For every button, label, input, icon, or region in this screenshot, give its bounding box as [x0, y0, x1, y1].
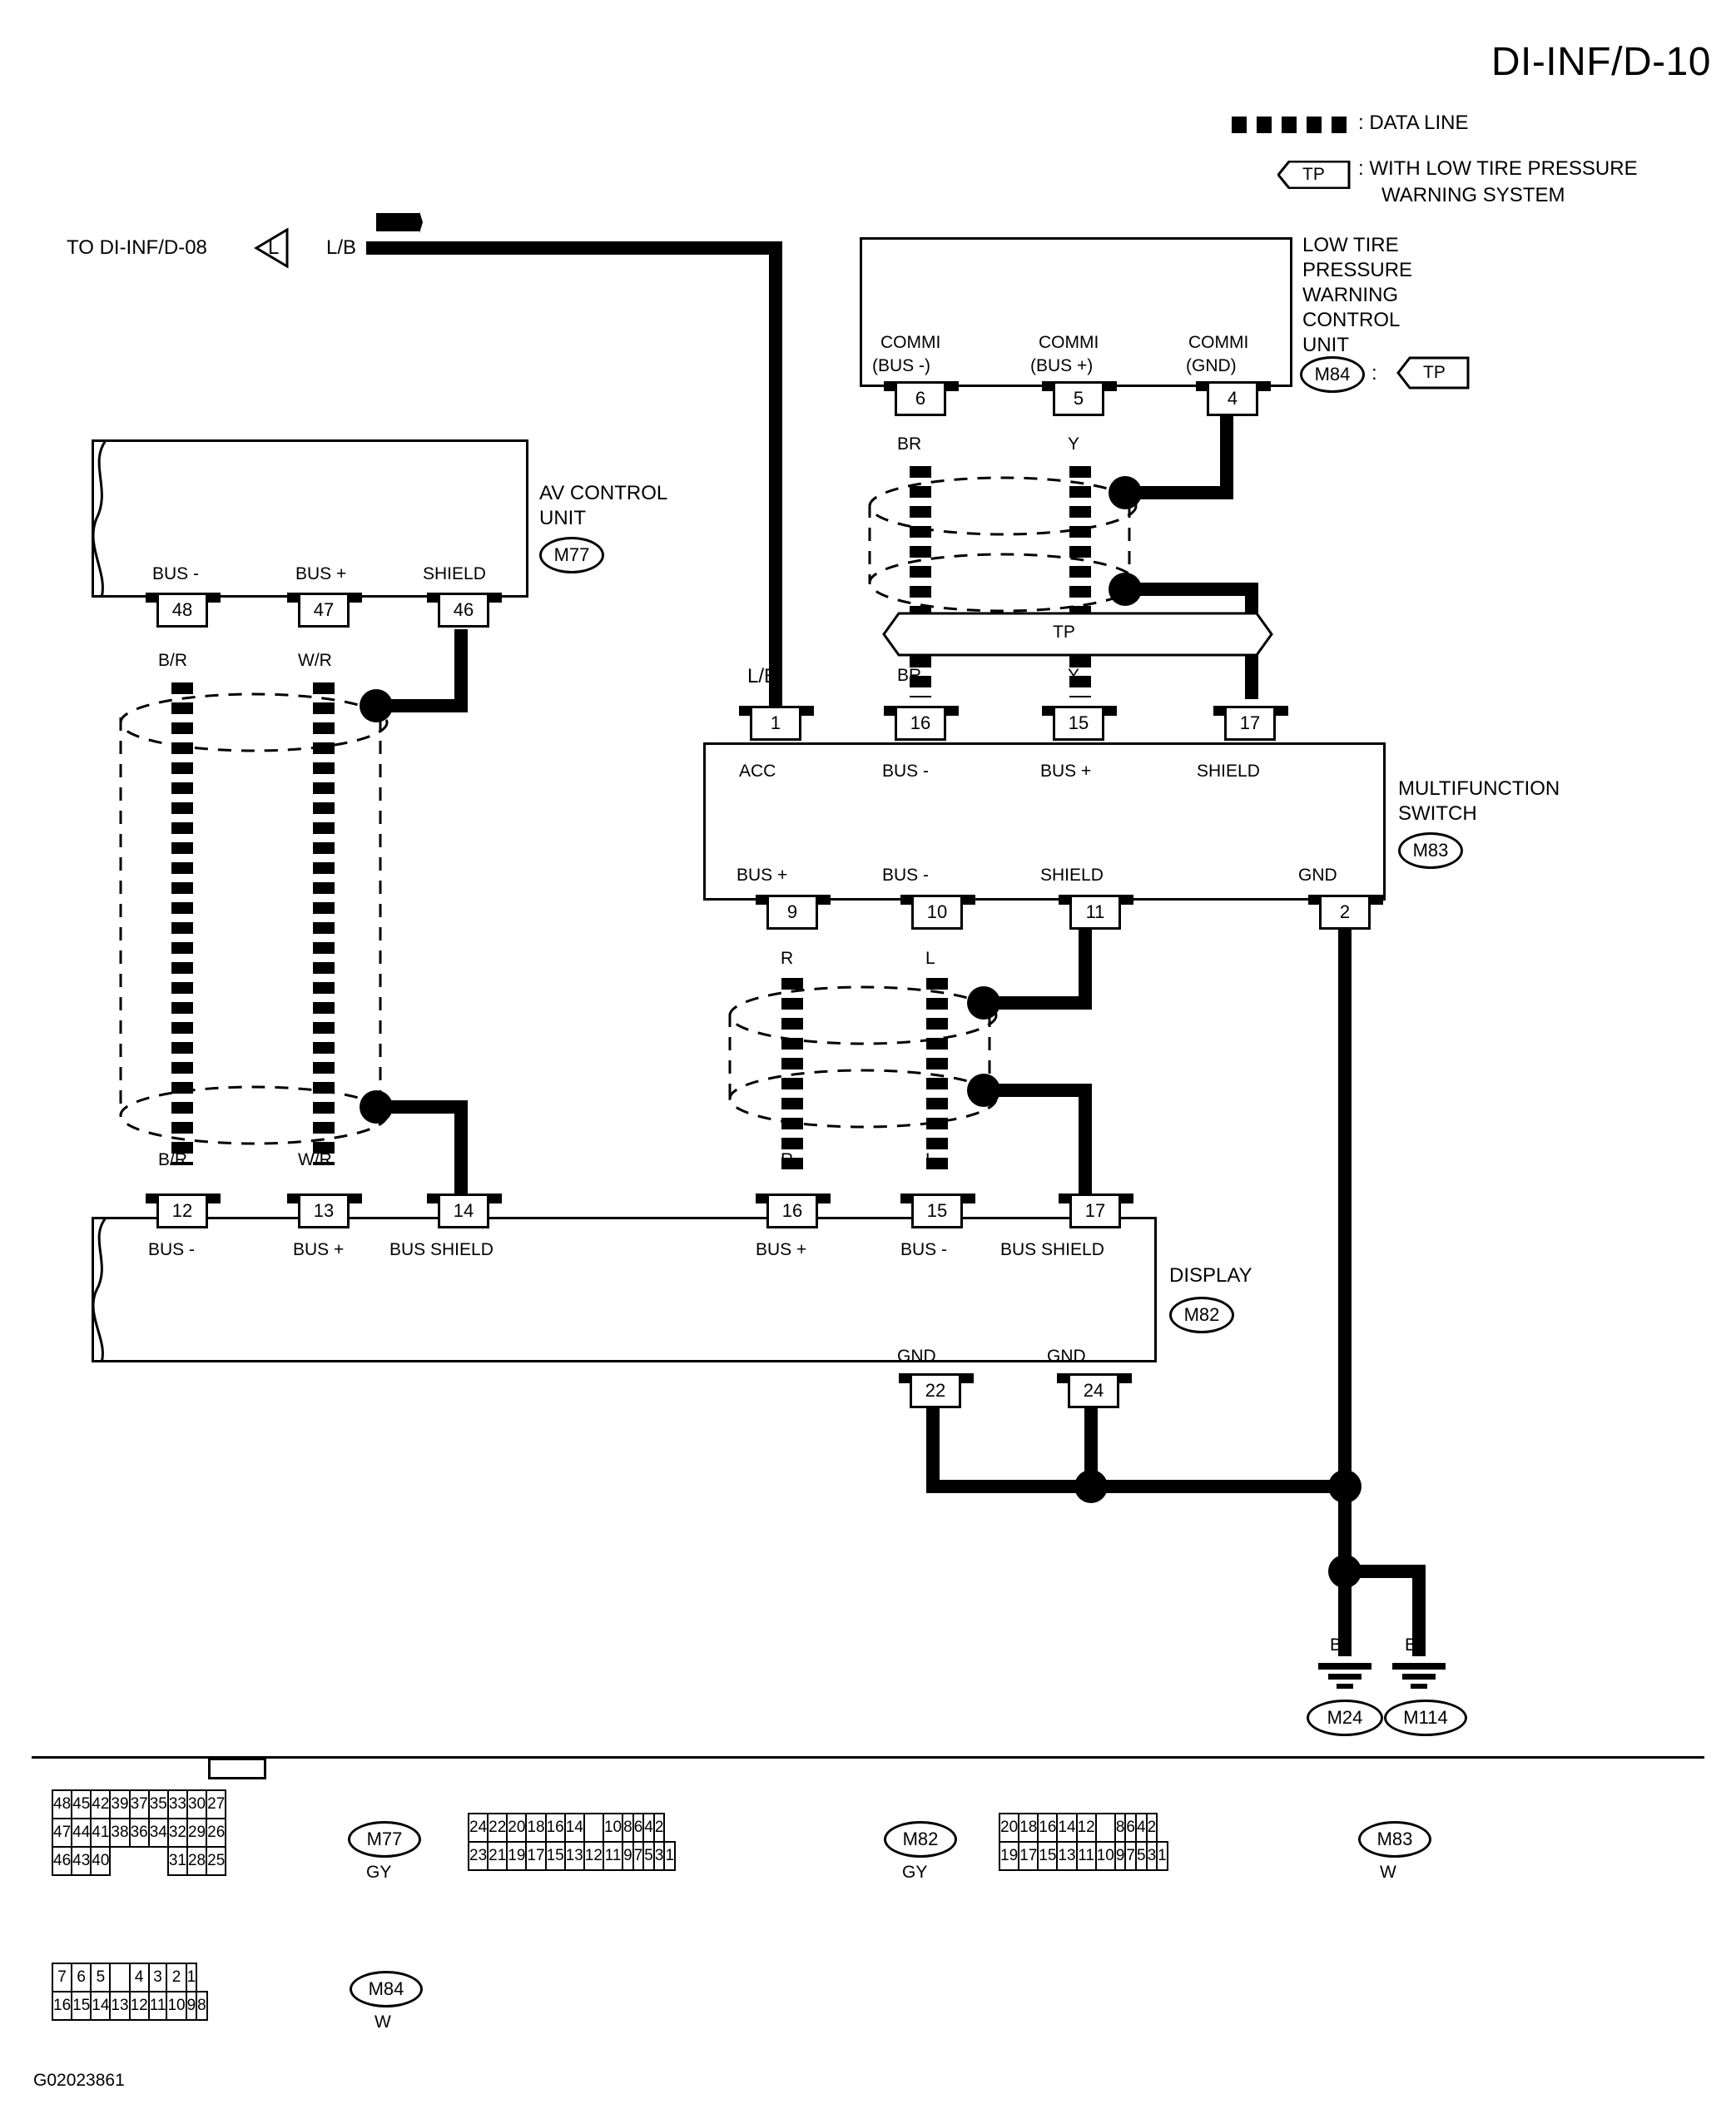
tp-shield-band: [882, 612, 1273, 661]
table-row: [52, 1847, 226, 1875]
cv-cell-keyway: [584, 1814, 603, 1842]
connector-view-id-m84: M84: [350, 1971, 423, 2007]
mf-top-label-acc: ACC: [739, 762, 776, 781]
connector-view-id-m83: M83: [1358, 1821, 1431, 1858]
wire-lb-color-label: L/B: [747, 665, 778, 687]
tp-legend-line2: WARNING SYSTEM: [1381, 184, 1565, 206]
cv-cell: 40: [91, 1847, 110, 1875]
ltp-tp-hex-label: TP: [1423, 363, 1446, 382]
shield-wrap-av-bottom: [117, 1082, 391, 1153]
display-top-label-bus-plus: BUS +: [293, 1240, 345, 1259]
display-pin-17: 17: [1069, 1194, 1121, 1228]
wire-mf-gnd-vertical: [1338, 930, 1352, 1491]
ground-symbol-m114-icon: [1386, 1663, 1452, 1697]
cv-cell: 47: [52, 1819, 72, 1847]
cv-cell: 23: [469, 1842, 488, 1870]
cv-cell: 38: [110, 1819, 129, 1847]
connector-view-color-m83: W: [1380, 1863, 1396, 1882]
cv-cell: 10: [1096, 1842, 1115, 1870]
cv-cell: 35: [149, 1790, 168, 1819]
display-bottom-label-gnd-24: GND: [1047, 1347, 1086, 1366]
connector-view-color-m77: GY: [366, 1863, 392, 1882]
connector-view-m83-table: [999, 1813, 1168, 1871]
wire-mf-shield-top-h: [984, 996, 1092, 1010]
offpage-tag: L: [268, 236, 280, 259]
display-pin-13: 13: [298, 1194, 350, 1228]
mf-pin-10: 10: [911, 895, 963, 930]
mf-bottom-label-shield: SHIELD: [1040, 866, 1104, 885]
mf-pin-16: 16: [895, 706, 946, 741]
display-pin-22: 22: [910, 1373, 961, 1408]
cv-cell-keyway: [110, 1963, 129, 1992]
ground-wire-color-m24: B: [1330, 1635, 1342, 1655]
connector-view-color-m82: GY: [902, 1863, 928, 1882]
cv-cell: 9: [622, 1842, 633, 1870]
display-top-label-bus-minus-2: BUS -: [900, 1240, 948, 1259]
ground-symbol-m24-icon: [1312, 1663, 1378, 1697]
cv-cell-keyway: [1096, 1814, 1115, 1842]
connector-view-m84-table: [52, 1963, 208, 2021]
cv-cell: 6: [1125, 1814, 1136, 1842]
display-pin-15: 15: [911, 1194, 963, 1228]
av-control-unit-name-line2: UNIT: [539, 507, 586, 529]
cv-cell: 30: [187, 1790, 206, 1819]
mf-pin-15: 15: [1053, 706, 1104, 741]
ltp-pin-label-5-line2: (BUS +): [1030, 356, 1094, 375]
multifunction-switch-name-line2: SWITCH: [1398, 802, 1477, 825]
wire-lb-horizontal: [366, 241, 782, 255]
table-row: [469, 1814, 675, 1842]
display-bottom-label-gnd-22: GND: [897, 1347, 936, 1366]
tp-legend-hex-label: TP: [1302, 165, 1325, 184]
tp-legend-line1: : WITH LOW TIRE PRESSURE: [1358, 157, 1638, 180]
cv-cell-blank: [130, 1847, 149, 1875]
cv-cell: 3: [1147, 1842, 1158, 1870]
cv-cell: 32: [168, 1819, 187, 1847]
cv-cell: 6: [72, 1963, 91, 1992]
cv-cell: 15: [546, 1842, 565, 1870]
ltp-pin-label-4-line1: COMMI: [1188, 333, 1249, 352]
mf-top-label-bus-minus: BUS -: [882, 762, 930, 781]
cv-cell: 1: [186, 1963, 197, 1992]
cv-cell: 11: [603, 1842, 622, 1870]
cv-cell: 29: [187, 1819, 206, 1847]
cv-cell: 18: [526, 1814, 545, 1842]
display-wire-color-r: R: [781, 1150, 794, 1169]
display-top-label-bus-minus: BUS -: [148, 1240, 196, 1259]
connector-view-m77-table: [52, 1789, 226, 1876]
ltp-wire-color-y: Y: [1068, 434, 1080, 454]
ground-id-m114: M114: [1384, 1700, 1467, 1736]
ground-wire-color-m114: B: [1405, 1635, 1417, 1655]
cv-cell: 14: [1057, 1814, 1076, 1842]
wire-gnd-22-vertical: [926, 1408, 940, 1491]
av-control-unit-name-line1: AV CONTROL: [539, 482, 668, 504]
ltp-name-line1: LOW TIRE: [1302, 234, 1399, 256]
cv-cell: 1: [664, 1842, 675, 1870]
wire-ltp-shield-top-h: [1125, 486, 1233, 499]
cv-cell-blank: [110, 1847, 129, 1875]
cv-cell: 11: [1077, 1842, 1096, 1870]
mf-pin-17: 17: [1224, 706, 1276, 741]
wire-mf-shield-top-v: [1079, 930, 1092, 1003]
display-wire-color-l: L: [925, 1150, 935, 1169]
ltp-pin-label-6-line2: (BUS -): [872, 356, 930, 375]
connector-view-m82-table: [468, 1813, 676, 1871]
cv-cell: 18: [1019, 1814, 1038, 1842]
shield-side-av-left: [117, 717, 125, 1121]
mf-bottom-label-gnd: GND: [1298, 866, 1337, 885]
ltp-name-line2: PRESSURE: [1302, 259, 1413, 281]
cv-cell: 22: [488, 1814, 507, 1842]
av-pin-46: 46: [438, 593, 489, 628]
mf-top-label-bus-plus: BUS +: [1040, 762, 1092, 781]
shield-wrap-ltp-bottom: [866, 549, 1140, 620]
display-box: [92, 1217, 1157, 1362]
section-divider: [32, 1756, 1704, 1759]
cv-cell: 24: [469, 1814, 488, 1842]
cv-cell: 17: [1019, 1842, 1038, 1870]
cv-cell: 12: [130, 1992, 149, 2020]
shield-wrap-mf-top: [726, 982, 1000, 1053]
cv-cell: 16: [1038, 1814, 1057, 1842]
table-row: [52, 1819, 226, 1847]
mf-pin-9: 9: [766, 895, 818, 930]
cv-cell: 26: [206, 1819, 226, 1847]
cv-cell: 20: [507, 1814, 526, 1842]
mf-bottom-label-bus-minus: BUS -: [882, 866, 930, 885]
data-line-legend-label: : DATA LINE: [1358, 112, 1469, 134]
ltp-name-line5: UNIT: [1302, 334, 1349, 356]
display-name: DISPLAY: [1169, 1264, 1252, 1287]
cv-cell: 36: [130, 1819, 149, 1847]
cv-cell: 43: [72, 1847, 91, 1875]
figure-id: G02023861: [33, 2071, 125, 2090]
cv-cell: 13: [1057, 1842, 1076, 1870]
wire-mf-shield-bottom-h: [984, 1084, 1092, 1097]
display-wire-color-br: B/R: [158, 1150, 188, 1169]
shield-side-ltp-left: [866, 504, 874, 588]
cv-cell: 21: [488, 1842, 507, 1870]
offpage-label: TO DI-INF/D-08: [67, 236, 207, 259]
cv-cell: 10: [166, 1992, 186, 2020]
mf-wire-color-l: L: [925, 949, 935, 968]
cv-cell: 12: [584, 1842, 603, 1870]
tp-shield-band-label: TP: [1053, 623, 1075, 642]
cv-cell: 19: [507, 1842, 526, 1870]
switch-wire-color-y: Y: [1068, 666, 1080, 685]
cv-cell: 4: [130, 1963, 149, 1992]
ltp-colon: :: [1371, 362, 1377, 385]
connector-view-color-m84: W: [374, 2012, 391, 2032]
ltp-pin-5: 5: [1053, 381, 1104, 416]
display-pin-12: 12: [156, 1194, 208, 1228]
cv-cell: 20: [999, 1814, 1019, 1842]
cv-cell: 7: [52, 1963, 72, 1992]
shield-side-mf-left: [726, 1014, 734, 1104]
wire-lb-vertical: [769, 241, 782, 707]
mf-pin-2: 2: [1319, 895, 1371, 930]
wire-ltp-shield-bottom-h: [1125, 583, 1258, 596]
cv-cell: 46: [52, 1847, 72, 1875]
cv-cell: 44: [72, 1819, 91, 1847]
offpage-wire-color: L/B: [326, 236, 357, 259]
cv-cell: 11: [149, 1992, 167, 2020]
multifunction-switch-name-line1: MULTIFUNCTION: [1398, 777, 1560, 800]
cv-cell: 34: [149, 1819, 168, 1847]
cv-cell: 25: [206, 1847, 226, 1875]
display-wire-color-wr: W/R: [298, 1150, 332, 1169]
display-connector-id: M82: [1169, 1297, 1234, 1333]
shield-wrap-mf-bottom: [726, 1065, 1000, 1136]
cv-cell: 9: [186, 1992, 197, 2020]
ltp-name-line3: WARNING: [1302, 284, 1399, 306]
wire-gnd-bus-horizontal: [926, 1480, 1352, 1493]
cv-cell: 8: [1115, 1814, 1126, 1842]
cv-cell: 1: [1157, 1842, 1168, 1870]
cv-cell: 42: [91, 1790, 110, 1819]
cv-cell: 2: [1147, 1814, 1158, 1842]
offpage-arrow-icon: [254, 226, 312, 274]
cv-cell: 8: [196, 1992, 207, 2020]
ltp-pin-label-5-line1: COMMI: [1039, 333, 1099, 352]
cv-cell: 15: [72, 1992, 91, 2020]
ground-id-m24: M24: [1307, 1700, 1383, 1736]
cv-cell: 45: [72, 1790, 91, 1819]
display-break-edge: [83, 1217, 117, 1367]
display-pin-16: 16: [766, 1194, 818, 1228]
cv-cell: 19: [999, 1842, 1019, 1870]
tp-legend-hex: [1277, 161, 1351, 189]
av-wire-color-wr: W/R: [298, 651, 332, 670]
wire-av-shield-bottom-v: [454, 1100, 468, 1194]
table-row: [52, 1992, 207, 2020]
cv-cell: 7: [1125, 1842, 1136, 1870]
cv-cell: 7: [633, 1842, 644, 1870]
cv-cell: 17: [526, 1842, 545, 1870]
cv-cell: 41: [91, 1819, 110, 1847]
shield-side-av-right: [376, 717, 384, 1121]
cv-cell-blank: [149, 1847, 168, 1875]
junction-dot-gnd-24: [1074, 1470, 1108, 1503]
ltp-pin-label-4-line2: (GND): [1186, 356, 1237, 375]
cv-cell: 13: [565, 1842, 584, 1870]
cv-cell: 31: [168, 1847, 187, 1875]
connector-view-id-m82: M82: [884, 1821, 957, 1858]
cv-cell: 2: [654, 1814, 665, 1842]
display-top-label-bus-shield-right: BUS SHIELD: [1000, 1240, 1104, 1259]
cv-cell: 16: [546, 1814, 565, 1842]
cv-cell: 39: [110, 1790, 129, 1819]
mf-top-label-shield: SHIELD: [1197, 762, 1260, 781]
ltp-tp-hex: [1396, 356, 1470, 390]
cv-cell: 28: [187, 1847, 206, 1875]
display-top-label-bus-shield-left: BUS SHIELD: [389, 1240, 494, 1259]
display-top-label-bus-plus-2: BUS +: [756, 1240, 807, 1259]
cv-cell: 5: [1136, 1842, 1147, 1870]
connector-view-m77-tab: [208, 1758, 266, 1779]
av-pin-48: 48: [156, 593, 208, 628]
switch-wire-color-br: BR: [897, 666, 922, 685]
cv-cell: 13: [110, 1992, 129, 2020]
cv-cell: 12: [1077, 1814, 1096, 1842]
wire-direction-arrow-icon: [376, 211, 423, 237]
cv-cell: 48: [52, 1790, 72, 1819]
ltp-wire-color-br: BR: [897, 434, 922, 454]
cv-cell: 5: [643, 1842, 654, 1870]
ltp-connector-id: M84: [1300, 356, 1365, 393]
cv-cell: 6: [633, 1814, 644, 1842]
ltp-pin-label-6-line1: COMMI: [880, 333, 941, 352]
mf-pin-11: 11: [1069, 895, 1121, 930]
shield-wrap-av-top: [117, 689, 391, 760]
connector-view-id-m77: M77: [348, 1821, 421, 1858]
wire-mf-shield-bottom-v: [1079, 1084, 1092, 1194]
av-pin-label-bus-minus: BUS -: [152, 564, 200, 583]
display-pin-14: 14: [438, 1194, 489, 1228]
mf-wire-color-r: R: [781, 949, 794, 968]
page-title: DI-INF/D-10: [1490, 40, 1711, 84]
wire-av-shield-top-v: [454, 629, 468, 706]
ltp-pin-6: 6: [895, 381, 946, 416]
cv-cell: 37: [130, 1790, 149, 1819]
cv-cell: 8: [622, 1814, 633, 1842]
av-wire-color-br: B/R: [158, 651, 188, 670]
av-pin-47: 47: [298, 593, 350, 628]
ltp-name-line4: CONTROL: [1302, 309, 1401, 331]
table-row: [999, 1814, 1168, 1842]
cv-cell: 14: [565, 1814, 584, 1842]
av-control-unit-connector-id: M77: [539, 537, 604, 573]
table-row: [469, 1842, 675, 1870]
cv-cell: 5: [91, 1963, 110, 1992]
cv-cell: 16: [52, 1992, 72, 2020]
shield-wrap-ltp-top: [866, 473, 1140, 543]
data-line-legend-symbol: [1232, 117, 1348, 133]
table-row: [52, 1963, 207, 1992]
av-pin-label-shield: SHIELD: [423, 564, 486, 583]
table-row: [52, 1790, 226, 1819]
mf-pin-1: 1: [750, 706, 801, 741]
mf-bottom-label-bus-plus: BUS +: [737, 866, 788, 885]
table-row: [999, 1842, 1168, 1870]
cv-cell: 9: [1115, 1842, 1126, 1870]
cv-cell: 27: [206, 1790, 226, 1819]
wire-ltp-shield-top-v: [1220, 416, 1233, 493]
cv-cell: 3: [654, 1842, 665, 1870]
cv-cell: 3: [149, 1963, 167, 1992]
cv-cell: 10: [603, 1814, 622, 1842]
av-control-unit-break-edge: [83, 439, 117, 602]
display-pin-24: 24: [1068, 1373, 1119, 1408]
multifunction-switch-connector-id: M83: [1398, 832, 1463, 869]
av-pin-label-bus-plus: BUS +: [295, 564, 347, 583]
cv-cell: 4: [643, 1814, 654, 1842]
cv-cell: 4: [1136, 1814, 1147, 1842]
cv-cell: 14: [91, 1992, 110, 2020]
ltp-pin-4: 4: [1207, 381, 1258, 416]
cv-cell: 15: [1038, 1842, 1057, 1870]
cv-cell: 33: [168, 1790, 187, 1819]
cv-cell: 2: [166, 1963, 186, 1992]
